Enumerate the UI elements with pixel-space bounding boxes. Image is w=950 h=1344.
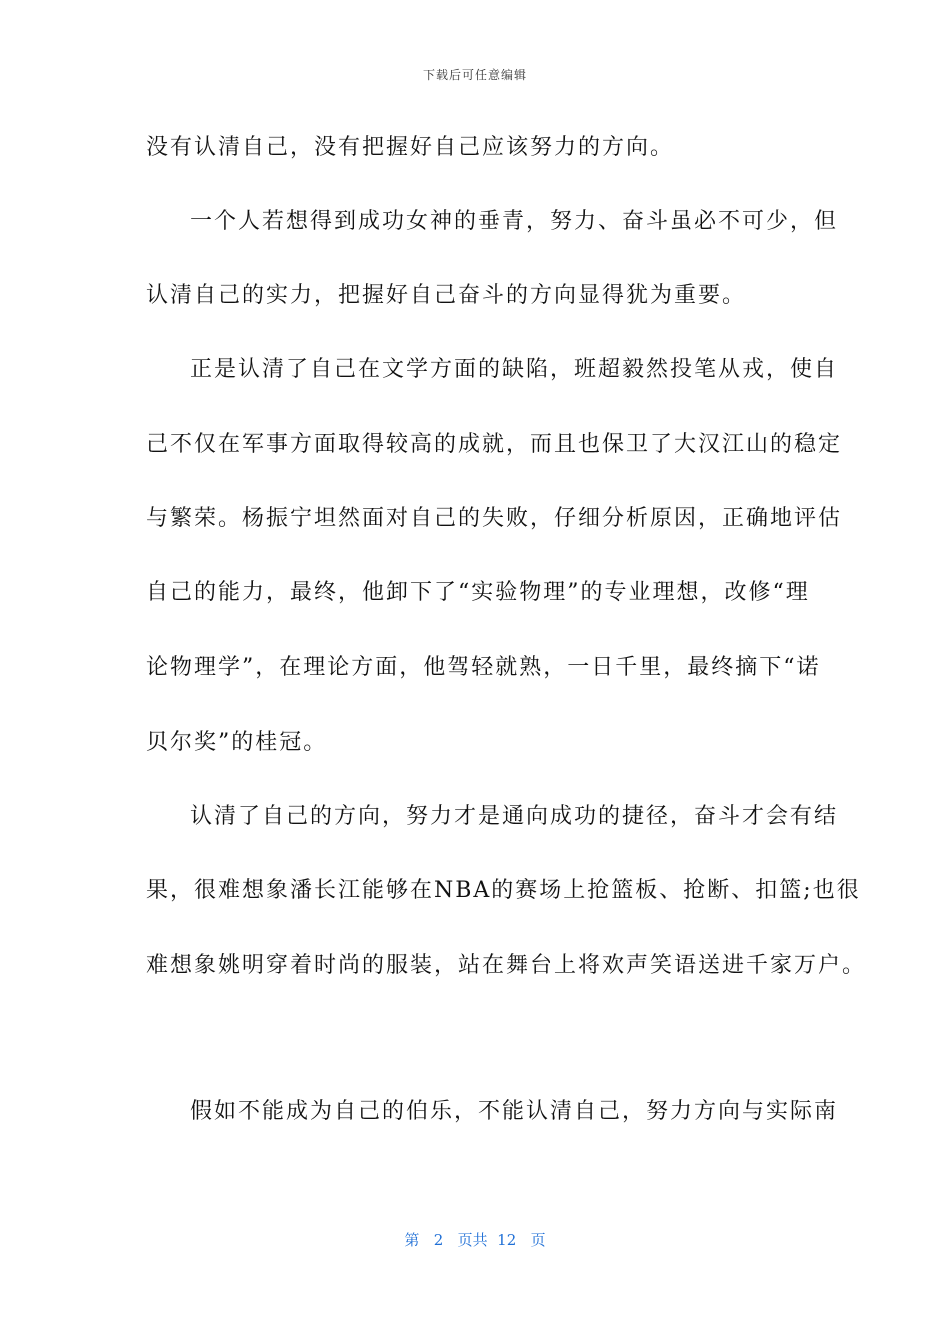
footer-page-prefix: 第 <box>404 1231 420 1249</box>
footer-page-number: 2 <box>433 1231 444 1249</box>
body-line-12: 难想象姚明穿着时尚的服装，站在舞台上将欢声笑语送进千家万户。 <box>146 953 867 978</box>
footer-page-middle: 页共 <box>457 1231 488 1249</box>
page-header: 下载后可任意编辑 <box>422 68 527 82</box>
body-line-11: 果，很难想象潘长江能够在NBA的赛场上抢篮板、抢断、扣篮;也很 <box>146 878 861 903</box>
body-line-10: 认清了自己的方向，努力才是通向成功的捷径，奋斗才会有结 <box>190 804 839 829</box>
body-line-3: 认清自己的实力，把握好自己奋斗的方向显得犹为重要。 <box>146 283 747 308</box>
body-line-4: 正是认清了自己在文学方面的缺陷，班超毅然投笔从戎，使自 <box>190 357 839 382</box>
body-line-9: 贝尔奖”的桂冠。 <box>146 730 328 755</box>
footer-total-pages: 12 <box>497 1231 517 1249</box>
body-line-13: 假如不能成为自己的伯乐，不能认清自己，努力方向与实际南 <box>190 1099 839 1124</box>
body-line-6: 与繁荣。杨振宁坦然面对自己的失败，仔细分析原因，正确地评估 <box>146 506 843 531</box>
body-line-2: 一个人若想得到成功女神的垂青，努力、奋斗虽必不可少，但 <box>190 209 839 234</box>
body-line-5: 己不仅在军事方面取得较高的成就，而且也保卫了大汉江山的稳定 <box>146 432 843 457</box>
body-line-8: 论物理学”，在理论方面，他驾轻就熟，一日千里，最终摘下“诺 <box>146 655 821 680</box>
footer-page-suffix: 页 <box>530 1231 546 1249</box>
body-line-1: 没有认清自己，没有把握好自己应该努力的方向。 <box>146 135 675 160</box>
body-line-7: 自己的能力，最终，他卸下了“实验物理”的专业理想，改修“理 <box>146 580 810 605</box>
page-footer <box>0 1229 950 1250</box>
